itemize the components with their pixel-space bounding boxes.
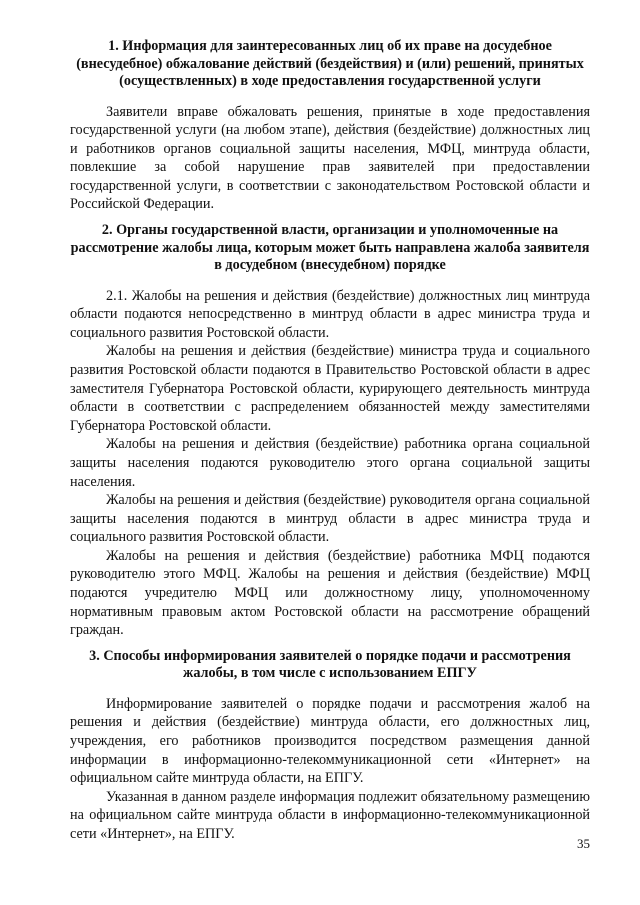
section-3-title: 3. Способы информирования заявителей о порядке подачи и рассмотрения жалобы, в том числе с использованием ЕПГУ	[89, 647, 571, 682]
section-2-paragraph-1: 2.1. Жалобы на решения и действия (бездействие) должностных лиц минтруда области подаются непосредственно в минтруд области в адрес министра труда и социального развития Ростовской области.	[70, 287, 590, 341]
section-3-paragraph-2: Указанная в данном разделе информация подлежит обязательному размещению на официальном сайте минтруда области в информационно-телекоммуникационной сети «Интернет», на ЕПГУ.	[70, 788, 590, 842]
section-2-paragraph-5: Жалобы на решения и действия (бездействие) работника МФЦ подаются руководителю этого МФЦ. Жалобы на решения и действия (бездействие) МФЦ подаются учредителю МФЦ или должностному лицу, уполномоченному нормативным правовым актом Ростовской области на рассмотрение обращений граждан.	[70, 547, 590, 639]
section-1-paragraph-1: Заявители вправе обжаловать решения, принятые в ходе предоставления государственной услуги (на любом этапе), действия (бездействие) должностных лиц и работников органов социальной защиты населения, МФЦ, минтруда области, повлекшие за собой нарушение прав заявителей при предоставлении государственной услуги, в соответствии с законодательством Ростовской области и Российской Федерации.	[70, 103, 590, 213]
section-2-paragraph-4: Жалобы на решения и действия (бездействие) руководителя органа социальной защиты населения подаются в минтруд области в адрес министра труда и социального развития Ростовской области.	[70, 492, 590, 546]
section-2-paragraph-2: Жалобы на решения и действия (бездействие) министра труда и социального развития Ростовской области подаются в Правительство Ростовской области в адрес заместителя Губернатора Ростовской области, курирующего деятельность минтруда области в соответствии с распределением обязанностей между заместителями Губернатора Ростовской области.	[70, 343, 590, 434]
section-3-paragraph-1: Информирование заявителей о порядке подачи и рассмотрения жалоб на решения и действия (бездействие) минтруда области, его должностных лиц, учреждения, его работников производится посредством размещения данной информации в информационно-телекоммуникационной сети «Интернет» на официальном сайте минтруда области, на ЕПГУ.	[70, 695, 590, 787]
section-2-paragraph-3: Жалобы на решения и действия (бездействие) работника органа социальной защиты населения подаются руководителю этого органа социальной защиты населения.	[70, 436, 590, 490]
section-2-title: 2. Органы государственной власти, организации и уполномоченные на рассмотрение жалобы лица, которым может быть направлена жалоба заявителя в досудебном (внесудебном) порядке	[70, 222, 590, 274]
section-1	[70, 38, 590, 214]
page-number: 35	[577, 836, 590, 851]
document-body	[70, 38, 590, 852]
section-3	[70, 648, 590, 844]
section-1-title: 1. Информация для заинтересованных лиц об их праве на досудебное (внесудебное) обжалование действий (бездействия) и (или) решений, принятых (осуществленных) в ходе предоставления государственной услуги	[76, 38, 584, 89]
section-2	[70, 222, 590, 640]
